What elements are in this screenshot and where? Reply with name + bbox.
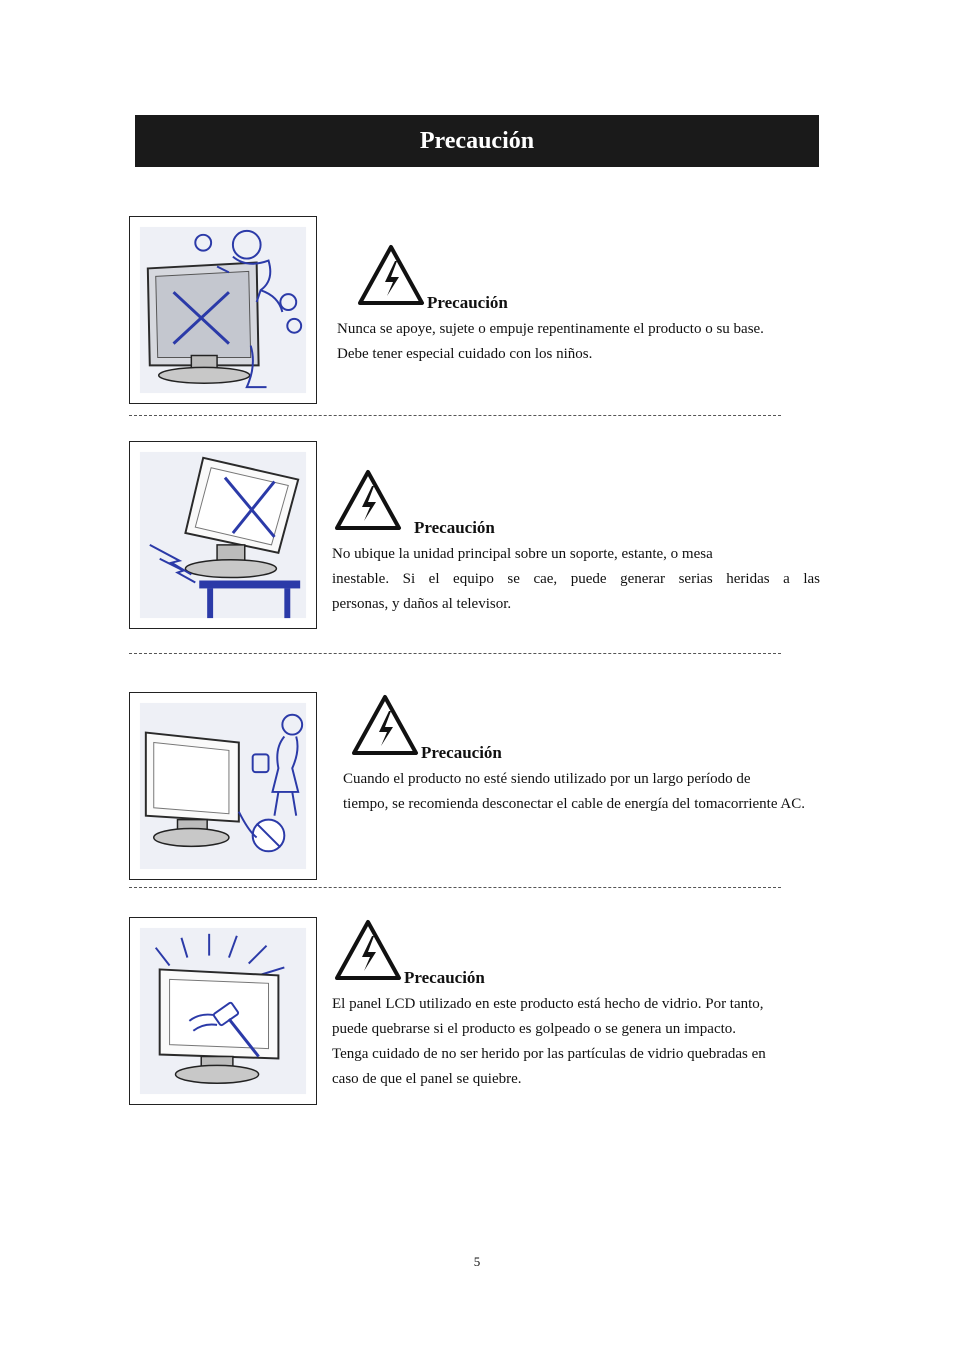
- person-leaning-on-monitor-icon: [130, 217, 316, 403]
- item-2-line: personas, y daños al televisor.: [332, 596, 512, 612]
- illustration-unstable-surface: [129, 441, 317, 629]
- section-divider: [129, 653, 781, 654]
- monitor-falling-from-table-icon: [130, 442, 316, 628]
- illustration-no-leaning: [129, 216, 317, 404]
- item-3-line: Cuando el producto no esté siendo utilizado por un largo período de: [343, 771, 751, 787]
- item-1-line: Debe tener especial cuidado con los niños.: [337, 346, 593, 362]
- page-number: 5: [473, 1254, 481, 1269]
- item-4-line: Tenga cuidado de no ser herido por las partículas de vidrio quebradas en: [332, 1046, 766, 1062]
- item-4-heading: Precaución: [404, 968, 485, 987]
- high-voltage-warning-icon: [334, 919, 402, 981]
- page-title-bar: [135, 115, 819, 167]
- page-title: Precaución: [419, 127, 535, 154]
- item-2-line: inestable. Si el equipo se cae, puede generar serias heridas a las: [332, 571, 820, 587]
- item-3-heading: Precaución: [421, 743, 502, 762]
- item-1-heading: Precaución: [427, 293, 508, 312]
- item-4-line: El panel LCD utilizado en este producto está hecho de vidrio. Por tanto,: [332, 996, 764, 1012]
- item-2-heading: Precaución: [414, 518, 495, 537]
- section-divider: [129, 887, 781, 888]
- item-1-line: Nunca se apoye, sujete o empuje repentinamente el producto o su base.: [337, 321, 764, 337]
- hammer-hitting-monitor-icon: [130, 918, 316, 1104]
- person-unplugging-monitor-icon: [130, 693, 316, 879]
- item-4-line: caso de que el panel se quiebre.: [332, 1071, 522, 1087]
- high-voltage-warning-icon: [334, 469, 402, 531]
- item-3-line: tiempo, se recomienda desconectar el cable de energía del tomacorriente AC.: [343, 796, 806, 812]
- item-4-body: [332, 992, 832, 1092]
- illustration-glass-panel: [129, 917, 317, 1105]
- item-3-body: [343, 767, 883, 817]
- item-4-line: puede quebrarse si el producto es golpeado o se genera un impacto.: [332, 1021, 737, 1037]
- high-voltage-warning-icon: [351, 694, 419, 756]
- illustration-unplug: [129, 692, 317, 880]
- section-divider: [129, 415, 781, 416]
- high-voltage-warning-icon: [357, 244, 425, 306]
- item-2-body: [332, 542, 820, 617]
- item-2-line: No ubique la unidad principal sobre un soporte, estante, o mesa: [332, 546, 713, 562]
- item-1-body: [337, 317, 857, 367]
